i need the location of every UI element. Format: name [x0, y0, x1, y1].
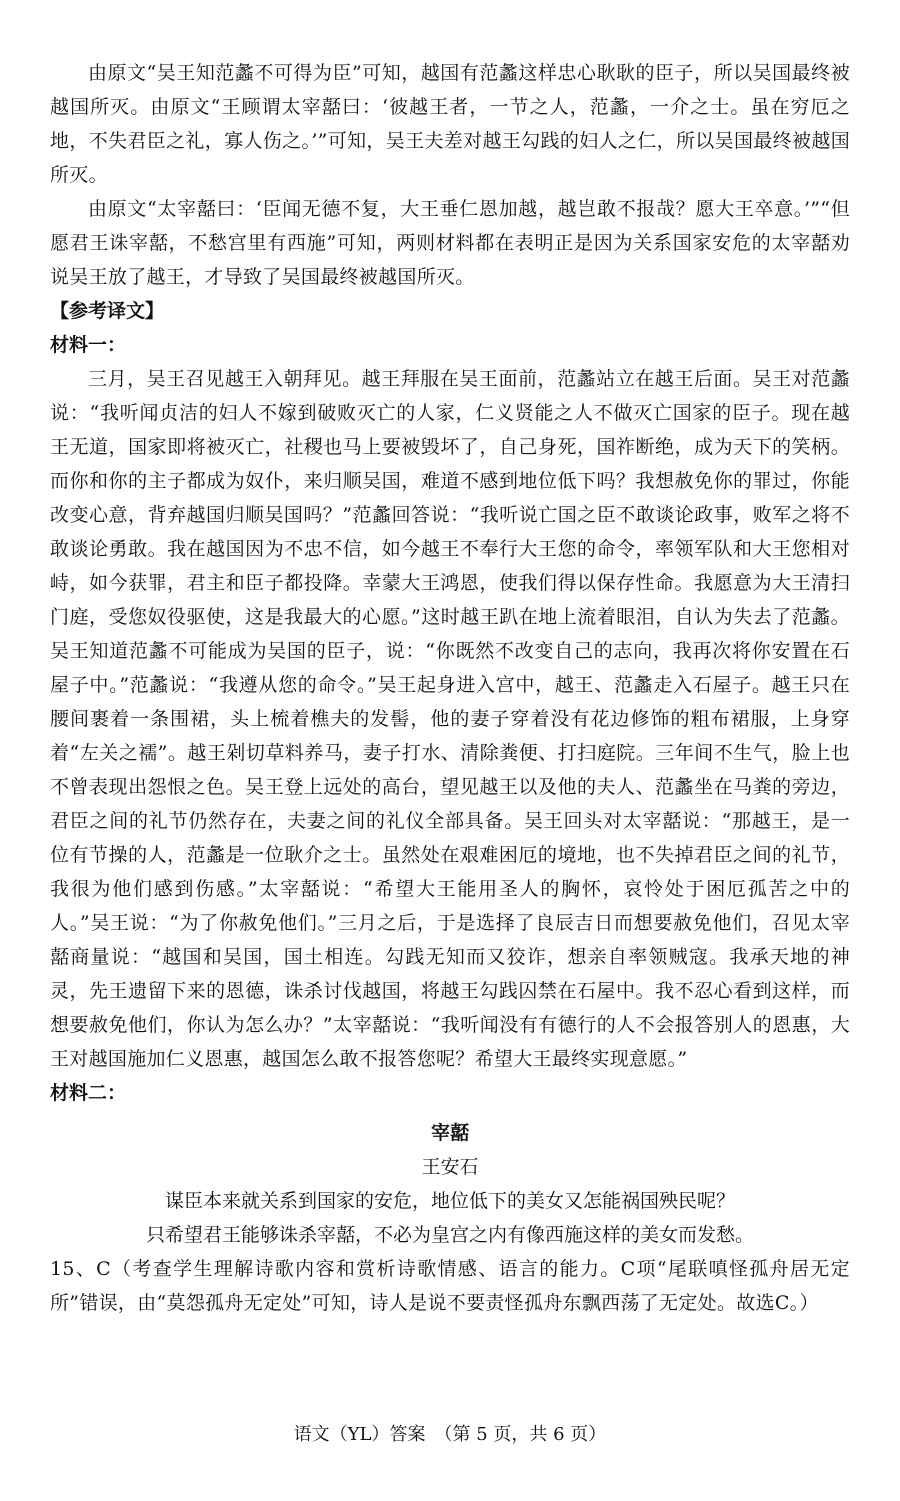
- poem-author: 王安石: [421, 1156, 479, 1178]
- material-one-label: 材料一：: [50, 334, 127, 356]
- material-one-translation: 三月，吴王召见越王入朝拜见。越王拜服在吴王面前，范蠡站立在越王后面。吴王对范蠡说：“我听闻贞洁的妇人不嫁到破败灭亡的人家，仁义贤能之人不做灭亡国家的臣子。现在越王无道，国家即将被灭亡，社稷也马上要被毁坏了，自己身死，国祚断绝，成为天下的笑柄。而你和你的主子都成为奴仆，来归顺吴国，难道不感到地位低下吗？我想赦免你的罪过，你能改变心意，背弃越国归顺吴国吗？”范蠡回答说：“我听说亡国之臣不敢谈论政事，败军之将不敢谈论勇敢。我在越国因为不忠不信，如今越王不奉行大王您的命令，率领军队和大王您相对峙，如今获罪，君主和臣子都投降。幸蒙大王鸿恩，使我们得以保存性命。我愿意为大王清扫门庭，受您奴役驱使，这是我最大的心愿。”这时越王趴在地上流着眼泪，自认为失去了范蠡。吴王知道范蠡不可能成为吴国的臣子，说：“你既然不改变自己的志向，我再次将你安置在石屋子中。”范蠡说：“我遵从您的命令。”吴王起身进入宫中，越王、范蠡走入石屋子。越王只在腰间裹着一条围裙，头上梳着樵夫的发髻，他的妻子穿着没有花边修饰的粗布裙服，上身穿着“左关之襦”。越王剁切草料养马，妻子打水、清除粪便、打扫庭院。三年间不生气，脸上也不曾表现出怨恨之色。吴王登上远处的高台，望见越王以及他的夫人、范蠡坐在马粪的旁边，君臣之间的礼节仍然存在，夫妻之间的礼仪全部具备。吴王回头对太宰嚭说：“那越王，是一位有节操的人，范蠡是一位耿介之士。虽然处在艰难困厄的境地，也不失掉君臣之间的礼节，我很为他们感到伤感。”太宰嚭说：“希望大王能用圣人的胸怀，哀怜处于困厄孤苦之中的人。”吴王说：“为了你赦免他们。”三月之后，于是选择了良辰吉日而想要赦免他们，召见太宰嚭商量说：“越国和吴国，国土相连。勾践无知而又狡诈，想亲自率领贼寇。我承天地的神灵，先王遗留下来的恩德，诛杀讨伐越国，将越王勾践囚禁在石屋中。我不忍心看到这样，而想要赦免他们，你认为怎么办？”太宰嚭说：“我听闻没有有德行的人不会报答别人的恩惠，大王对越国施加仁义恩惠，越国怎么敢不报答您呢？希望大王最终实现意愿。”: [50, 368, 850, 1070]
- poem-line-1: 谋臣本来就关系到国家的安危，地位低下的美女又怎能祸国殃民呢？: [164, 1190, 735, 1212]
- analysis-paragraph-1: 由原文“吴王知范蠡不可得为臣”可知，越国有范蠡这样忠心耿耿的臣子，所以吴国最终被越国所灭。由原文“王顾谓太宰嚭曰：‘彼越王者，一节之人，范蠡，一介之士。虽在穷厄之地，不失君臣之礼，寡人伤之。’”可知，吴王夫差对越王勾践的妇人之仁，所以吴国最终被越国所灭。: [50, 62, 850, 186]
- page-footer: 语文（YL）答案 （第 5 页，共 6 页）: [293, 1424, 607, 1445]
- poem-line-2: 只希望君王能够诛杀宰嚭，不必为皇宫之内有像西施这样的美女而发愁。: [145, 1224, 754, 1246]
- poem-title: 宰嚭: [430, 1122, 469, 1144]
- analysis-paragraph-2: 由原文“太宰嚭曰：‘臣闻无德不复，大王垂仁恩加越，越岂敢不报哉？愿大王卒意。’”“但愿君王诛宰嚭，不愁宫里有西施”可知，两则材料都在表明正是因为关系国家安危的太宰嚭劝说吴王放了越王，才导致了吴国最终被越国所灭。: [50, 198, 850, 288]
- answer-15: 15、C（考查学生理解诗歌内容和赏析诗歌情感、语言的能力。C项“尾联嗔怪孤舟居无定所”错误，由“莫怨孤舟无定处”可知，诗人是说不要责怪孤舟东飘西荡了无定处。故选C。）: [50, 1258, 850, 1314]
- poem-block: [50, 1116, 850, 1252]
- reference-translation-heading: 【参考译文】: [50, 300, 165, 322]
- material-two-label: 材料二：: [50, 1082, 127, 1104]
